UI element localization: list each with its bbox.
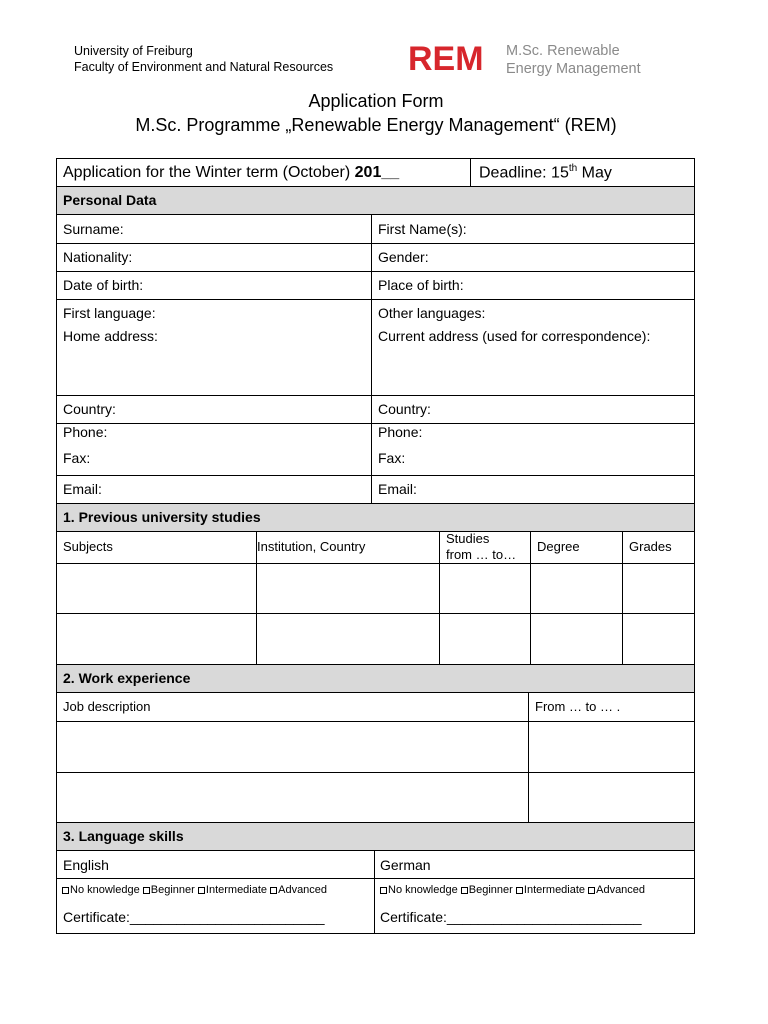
form-title: Application Form: [308, 91, 444, 111]
personal-data-heading: Personal Data: [63, 192, 157, 208]
checkbox-icon[interactable]: [62, 887, 69, 894]
first-names-field[interactable]: First Name(s):: [378, 221, 467, 237]
deadline-sup: th: [568, 163, 578, 174]
place-of-birth-field[interactable]: Place of birth:: [378, 277, 464, 293]
deadline-text: Deadline: 15: [479, 164, 569, 182]
nationality-field[interactable]: Nationality:: [63, 249, 133, 265]
option-label: Advanced: [278, 884, 328, 896]
option-label: Beginner: [150, 884, 195, 896]
option-label: No knowledge: [70, 884, 140, 896]
phone-right-field[interactable]: Phone:: [378, 424, 423, 440]
term-label: Application for the Winter term (October): [63, 164, 355, 181]
col-grades: Grades: [629, 539, 672, 554]
col-from-to: From … to … .: [535, 699, 621, 714]
gender-field[interactable]: Gender:: [378, 249, 429, 265]
logo-text: REM: [408, 40, 484, 78]
email-left-field[interactable]: Email:: [63, 481, 102, 497]
option-label: Advanced: [596, 884, 646, 896]
col-institution: Institution, Country: [257, 539, 366, 554]
english-no-knowledge-option[interactable]: [62, 884, 140, 896]
english-level-options: [62, 884, 327, 896]
german-beginner-option[interactable]: [461, 884, 513, 896]
german-certificate-field[interactable]: Certificate:_________________________: [380, 909, 642, 925]
option-label: No knowledge: [388, 884, 458, 896]
term-row-label: [63, 164, 399, 182]
checkbox-icon[interactable]: [516, 887, 523, 894]
language-heading: 3. Language skills: [63, 828, 184, 844]
deadline-label: [479, 163, 612, 182]
checkbox-icon[interactable]: [588, 887, 595, 894]
english-beginner-option[interactable]: [143, 884, 195, 896]
term-year-blank: 201__: [354, 164, 400, 181]
programme-title: M.Sc. Programme „Renewable Energy Management“ (REM): [135, 115, 617, 135]
email-right-field[interactable]: Email:: [378, 481, 417, 497]
checkbox-icon[interactable]: [143, 887, 150, 894]
studies-heading: 1. Previous university studies: [63, 509, 261, 525]
german-intermediate-option[interactable]: [516, 884, 585, 896]
english-advanced-option[interactable]: [270, 884, 327, 896]
english-intermediate-option[interactable]: [198, 884, 267, 896]
fax-left-field[interactable]: Fax:: [63, 450, 91, 466]
application-form-table: [56, 158, 695, 934]
english-certificate-field[interactable]: Certificate:_________________________: [63, 909, 325, 925]
logo-subtitle-line1: M.Sc. Renewable: [506, 43, 620, 59]
institution-header: [74, 43, 333, 75]
col-studies-line1: Studies: [446, 531, 490, 546]
deadline-month: May: [577, 164, 612, 182]
checkbox-icon[interactable]: [380, 887, 387, 894]
checkbox-icon[interactable]: [198, 887, 205, 894]
fax-right-field[interactable]: Fax:: [378, 450, 406, 466]
form-border: [56, 158, 695, 934]
other-languages-field[interactable]: Other languages:: [378, 305, 486, 321]
date-of-birth-field[interactable]: Date of birth:: [63, 277, 144, 293]
logo-subtitle-line2: Energy Management: [506, 61, 641, 77]
checkbox-icon[interactable]: [270, 887, 277, 894]
col-studies-line2: from … to…: [446, 547, 517, 562]
german-advanced-option[interactable]: [588, 884, 645, 896]
phone-left-field[interactable]: Phone:: [63, 424, 108, 440]
home-address-field[interactable]: Home address:: [63, 328, 158, 344]
first-language-field[interactable]: First language:: [63, 305, 156, 321]
country-right-field[interactable]: Country:: [378, 401, 431, 417]
col-job-description: Job description: [63, 699, 151, 714]
german-no-knowledge-option[interactable]: [380, 884, 458, 896]
checkbox-icon[interactable]: [461, 887, 468, 894]
language-german: German: [380, 857, 431, 873]
country-left-field[interactable]: Country:: [63, 401, 116, 417]
surname-field[interactable]: Surname:: [63, 221, 124, 237]
language-english: English: [63, 857, 109, 873]
work-heading: 2. Work experience: [63, 670, 191, 686]
university-name: University of Freiburg: [74, 44, 193, 58]
faculty-name: Faculty of Environment and Natural Resources: [74, 60, 334, 74]
logo-subtitle: [506, 42, 641, 78]
col-subjects: Subjects: [63, 539, 113, 554]
col-degree: Degree: [537, 539, 580, 554]
option-label: Beginner: [468, 884, 513, 896]
current-address-field[interactable]: Current address (used for correspondence):: [378, 328, 651, 344]
option-label: Intermediate: [523, 884, 586, 896]
german-level-options: [380, 884, 645, 896]
option-label: Intermediate: [205, 884, 268, 896]
